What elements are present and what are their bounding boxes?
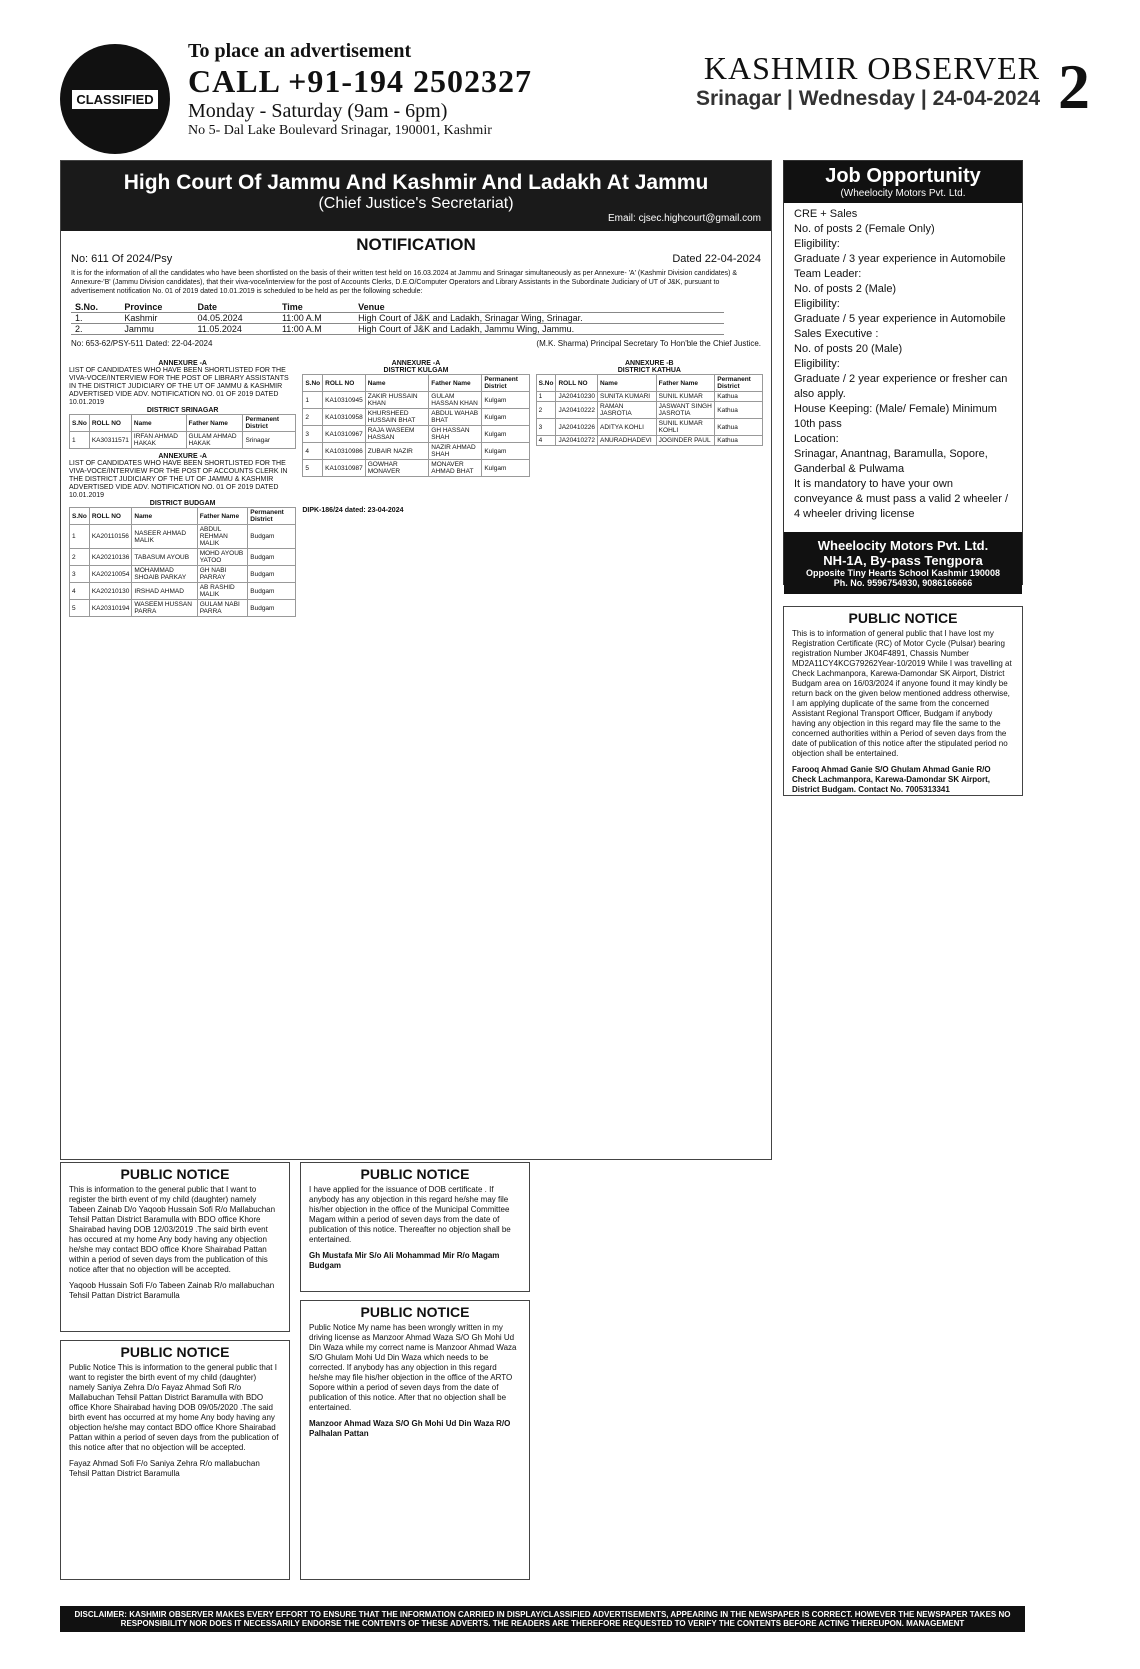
- table-cell: 5: [70, 600, 90, 617]
- annexure-title: ANNEXURE -A: [158, 360, 207, 367]
- district-heading: DISTRICT BUDGAM: [149, 500, 216, 507]
- table-cell: ZAKIR HUSSAIN KHAN: [365, 392, 429, 409]
- table-row: [536, 392, 762, 402]
- table-cell: RAMAN JASROTIA: [597, 402, 656, 419]
- table-row: [70, 566, 296, 583]
- schedule-table: [71, 302, 724, 335]
- high-court-notification: [60, 160, 772, 1160]
- column-header: ROLL NO: [323, 375, 366, 392]
- notice-heading: PUBLIC NOTICE: [360, 1166, 470, 1182]
- ref-line: [61, 337, 771, 350]
- table-row: [70, 525, 296, 549]
- notice-body: This is to information of general public that I have lost my Registration Certificate (RC) of Motor Cycle (Pulsar) bearing registration Number JK04F4891, Chassis Number MD2A11CY4KCG79262Year-10/2019 While I was travelling at Check Lachmanpora, Karewa-Damondar SK Airport, District Budgam area on 16/03/2024 if anyone found it may kindly be return back on the given below mentioned address otherwise, I am applying duplicate of the same from the concerned Assistant Regional Transport Officer, Budgam if anybody having any objection in this regard may file the same to the concerned authorities within a Period of seven days from the date of publication of this notice after the stipulated period no objection shall be entertained.: [792, 629, 1012, 758]
- table-cell: 3: [303, 426, 323, 443]
- column-header: Permanent District: [482, 375, 529, 392]
- table-cell: NAZIR AHMAD SHAH: [429, 443, 482, 460]
- candidate-table: [69, 414, 296, 449]
- notice-signature: Yaqoob Hussain Sofi F/o Tabeen Zainab R/o mallabuchan Tehsil Pattan District Baramulla: [69, 1281, 275, 1300]
- notification-heading: NOTIFICATION: [356, 235, 476, 254]
- annexure-title: ANNEXURE -A: [391, 360, 441, 367]
- column-header: Permanent District: [243, 415, 296, 432]
- ref-number: No: 653-62/PSY-511 Dated: 22-04-2024: [71, 339, 213, 348]
- td: 2.: [71, 324, 120, 335]
- job-line: CRE + Sales: [794, 208, 858, 220]
- table-cell: KA20210136: [89, 549, 132, 566]
- table-row: [70, 600, 296, 617]
- signature: (M.K. Sharma) Principal Secretary To Hon'ble the Chief Justice.: [536, 339, 761, 348]
- dateline: Srinagar | Wednesday | 24-04-2024: [695, 87, 1040, 110]
- footer-line: Ph. No. 9596754930, 9086166666: [833, 578, 973, 588]
- table-cell: 3: [536, 419, 556, 436]
- column-header: Father Name: [429, 375, 482, 392]
- candidate-table: [302, 374, 529, 477]
- disclaimer: DISCLAIMER: KASHMIR OBSERVER MAKES EVERY EFFORT TO ENSURE THAT THE INFORMATION CARRIED IN DISPLAY/CLASSIFIED ADVERTISEMENTS, APPEARING IN THE NEWSPAPER IS CORRECT. HOWEVER THE NEWSPAPER TAKES NO RESPONSIBILITY NOR DOES IT NECESSARILY ENDORSE THE CONTENTS OF THESE ADVERTS. THE READERS ARE THEREFORE REQUESTED TO VERIFY THE CONTENTS BEFORE ACTING THEREUPON. MANAGEMENT: [60, 1606, 1025, 1632]
- table-cell: JA20410230: [556, 392, 598, 402]
- table-cell: IRSHAD AHMAD: [132, 583, 197, 600]
- public-notice-birth-1: [60, 1162, 290, 1332]
- table-cell: KA20210054: [89, 566, 132, 583]
- th: Venue: [354, 302, 724, 313]
- td: 04.05.2024: [194, 313, 278, 324]
- job-line: Eligibility:: [794, 238, 840, 250]
- public-notice-rc: [783, 606, 1023, 796]
- table-cell: JOGINDER PAUL: [656, 436, 715, 446]
- column-header: S.No: [536, 375, 556, 392]
- table-cell: Kulgam: [482, 460, 529, 477]
- table-row: [303, 409, 529, 426]
- table-cell: KHURSHEED HUSSAIN BHAT: [365, 409, 429, 426]
- table-cell: Kulgam: [482, 409, 529, 426]
- table-row: [303, 392, 529, 409]
- table-cell: Kathua: [715, 402, 763, 419]
- job-company: (Wheelocity Motors Pvt. Ltd.: [840, 188, 966, 199]
- table-cell: 3: [70, 566, 90, 583]
- contact-block: [188, 40, 532, 139]
- td: 11:00 A.M: [278, 313, 354, 324]
- table-cell: JA20410222: [556, 402, 598, 419]
- table-cell: MOHAMMAD SHOAIB PARKAY: [132, 566, 197, 583]
- job-line: No. of posts 2 (Male): [794, 283, 897, 295]
- classified-logo: CLASSIFIED: [60, 44, 170, 154]
- table-cell: GULAM NABI PARRA: [197, 600, 248, 617]
- notice-body: Public Notice This is information to the general public that I want to register the birth event of my child (daughter) namely Saniya Zehra D/o Fayaz Ahmad Sofi R/o Mallabuchan Tehsil Pattan District Baramulla with BDO office Khore Shairabad having DOB 09/05/2020 .The said birth event has occurred at my home Any body having any objection he/she may contact BDO office Khore Shairabad Pattan within a period of seven days from the publication of this notice after that no objection will be accepted.: [69, 1363, 279, 1452]
- table-row: [536, 436, 762, 446]
- table-cell: GULAM HASSAN KHAN: [429, 392, 482, 409]
- column-header: S.No: [70, 508, 90, 525]
- public-notice-dob: [300, 1162, 530, 1292]
- table-cell: GH HASSAN SHAH: [429, 426, 482, 443]
- table-cell: Budgam: [248, 600, 296, 617]
- table-cell: Kulgam: [482, 443, 529, 460]
- page-number: 2: [1058, 51, 1090, 122]
- district-heading: DISTRICT KATHUA: [617, 367, 681, 374]
- table-row: [303, 443, 529, 460]
- table-cell: Budgam: [248, 525, 296, 549]
- annexure-col-3: [536, 356, 763, 617]
- table-cell: ADITYA KOHLI: [597, 419, 656, 436]
- table-cell: Kulgam: [482, 392, 529, 409]
- footer-line: NH-1A, By-pass Tengpora: [823, 553, 983, 568]
- table-row: [70, 549, 296, 566]
- table-cell: IRFAN AHMAD HAKAK: [131, 432, 186, 449]
- job-line: Graduate / 3 year experience in Automobile: [794, 253, 1006, 265]
- job-line: Srinagar, Anantnag, Baramulla, Sopore, Ganderbal & Pulwama: [794, 448, 988, 475]
- notice-heading: PUBLIC NOTICE: [120, 1344, 230, 1360]
- notice-signature: Farooq Ahmad Ganie S/O Ghulam Ahmad Ganie R/O Check Lachmanpora, Karewa-Damondar SK Airport, District Budgam. Contact No. 7005313341: [792, 765, 991, 794]
- job-line: Team Leader:: [794, 268, 862, 280]
- table-cell: WASEEM HUSSAN PARRA: [132, 600, 197, 617]
- th: S.No.: [71, 302, 120, 313]
- job-line: Sales Executive :: [794, 328, 879, 340]
- column-header: ROLL NO: [89, 415, 131, 432]
- job-line: Graduate / 2 year experience or fresher can also apply.: [794, 373, 1008, 400]
- table-cell: KA30311571: [89, 432, 131, 449]
- district-heading: DISTRICT SRINAGAR: [146, 407, 219, 414]
- table-cell: KA20310194: [89, 600, 132, 617]
- column-header: S.No: [70, 415, 90, 432]
- job-title: Job Opportunity: [825, 165, 981, 187]
- table-cell: Budgam: [248, 583, 296, 600]
- table-cell: 1: [70, 525, 90, 549]
- annexure-col-2: [302, 356, 529, 617]
- list-heading: LIST OF CANDIDATES WHO HAVE BEEN SHORTLISTED FOR THE VIVA-VOCE/INTERVIEW FOR THE POST OF ACCOUNTS CLERK IN THE DISTRICT JUDICIARY OF THE UT OF JAMMU & KASHMIR ADVERTISED VIDE ADV. NOTIFICATION NO. 01 OF 2019 DATED 10.01.2019: [69, 460, 288, 499]
- candidate-table: [536, 374, 763, 446]
- column-header: ROLL NO: [89, 508, 132, 525]
- job-line: Location:: [794, 433, 839, 445]
- td: Kashmir: [120, 313, 193, 324]
- table-cell: 1: [70, 432, 90, 449]
- td: 11:00 A.M: [278, 324, 354, 335]
- paper-title: KASHMIR OBSERVER: [703, 50, 1040, 86]
- table-cell: Kathua: [715, 436, 763, 446]
- table-cell: KA10310987: [323, 460, 366, 477]
- footer-line: Opposite Tiny Hearts School Kashmir 190008: [806, 568, 1000, 578]
- job-opportunity-ad: [783, 160, 1023, 588]
- table-cell: 4: [70, 583, 90, 600]
- notice-body: Public Notice My name has been wrongly written in my driving license as Manzoor Ahmad Waza S/O Gh Mohi Ud Din Waza while my correct name is Manzoor Ahmad Waza S/O Ghulam Mohi Ud Din Waza which needs to be corrected. If anybody has any objection in this regard he/she may file his/her objection in the office of the ARTO Sopore within a period of seven days from the date of publication of this notice. After that no objection shall be entertained.: [309, 1323, 517, 1412]
- table-cell: MONAVER AHMAD BHAT: [429, 460, 482, 477]
- table-cell: GULAM AHMAD HAKAK: [186, 432, 243, 449]
- th: Time: [278, 302, 354, 313]
- table-row: [536, 402, 762, 419]
- table-cell: SUNITA KUMARI: [597, 392, 656, 402]
- column-header: ROLL NO: [556, 375, 598, 392]
- notification-date: Dated 22-04-2024: [672, 253, 761, 265]
- column-header: Name: [131, 415, 186, 432]
- table-cell: 4: [536, 436, 556, 446]
- public-notice-birth-2: [60, 1340, 290, 1580]
- table-cell: Budgam: [248, 566, 296, 583]
- table-row: [303, 460, 529, 477]
- td: 11.05.2024: [194, 324, 278, 335]
- table-cell: KA10310986: [323, 443, 366, 460]
- th: Province: [120, 302, 193, 313]
- district-heading: DISTRICT KULGAM: [383, 367, 449, 374]
- td: Jammu: [120, 324, 193, 335]
- column-header: Name: [597, 375, 656, 392]
- job-line: Eligibility:: [794, 298, 840, 310]
- th: Date: [194, 302, 278, 313]
- job-line: No. of posts 2 (Female Only): [794, 223, 935, 235]
- job-footer: [784, 532, 1022, 594]
- annexure-title: ANNEXURE -A: [158, 453, 207, 460]
- table-row: [70, 583, 296, 600]
- table-cell: GOWHAR MONAVER: [365, 460, 429, 477]
- column-header: Name: [132, 508, 197, 525]
- annexure-col-1: [69, 356, 296, 617]
- table-cell: Kulgam: [482, 426, 529, 443]
- public-notice-name: [300, 1300, 530, 1580]
- hc-email: Email: cjsec.highcourt@gmail.com: [608, 213, 761, 224]
- notification-intro: It is for the information of all the candidates who have been shortlisted on the basis of their written test held on 16.03.2024 at Jammu and Srinagar simultaneously as per Annexure- 'A' (Kashmir Division candidates) & Annexure-'B' (Jammu Division candidates), that their viva-voce/interview for the post of Accounts Clerks, D.E.O/Computer Operators and Library Assistants in the Subordinate Judiciary of UT of J&K, pursuant to advertisement notification No. 01 of 2019 dated 10.01.2019 is scheduled to be held as per the following schedule:: [71, 270, 738, 295]
- table-cell: KA10310967: [323, 426, 366, 443]
- table-cell: NASEER AHMAD MALIK: [132, 525, 197, 549]
- notice-heading: PUBLIC NOTICE: [848, 610, 958, 626]
- notice-heading: PUBLIC NOTICE: [360, 1304, 470, 1320]
- notice-signature: Manzoor Ahmad Waza S/O Gh Mohi Ud Din Waza R/O Palhalan Pattan: [309, 1419, 511, 1438]
- table-cell: ABDUL REHMAN MALIK: [197, 525, 248, 549]
- table-cell: Budgam: [248, 549, 296, 566]
- td: High Court of J&K and Ladakh, Jammu Wing, Jammu.: [354, 324, 724, 335]
- table-cell: Kathua: [715, 392, 763, 402]
- table-cell: ZUBAIR NAZIR: [365, 443, 429, 460]
- table-row: [303, 426, 529, 443]
- table-cell: AB RASHID MALIK: [197, 583, 248, 600]
- table-cell: MOHD AYOUB YATOO: [197, 549, 248, 566]
- column-header: S.No: [303, 375, 323, 392]
- table-cell: KA10310958: [323, 409, 366, 426]
- advert-line: To place an advertisement: [188, 40, 412, 62]
- job-line: Graduate / 5 year experience in Automobile: [794, 313, 1006, 325]
- table-cell: 1: [303, 392, 323, 409]
- td: 1.: [71, 313, 120, 324]
- table-cell: TABASUM AYOUB: [132, 549, 197, 566]
- job-line: No. of posts 20 (Male): [794, 343, 903, 355]
- table-cell: 2: [536, 402, 556, 419]
- hc-subtitle: (Chief Justice's Secretariat): [318, 195, 514, 212]
- table-row: [536, 419, 762, 436]
- table-cell: GH NABI PARRAY: [197, 566, 248, 583]
- candidate-table: [69, 507, 296, 617]
- hc-title: High Court Of Jammu And Kashmir And Ladakh At Jammu: [123, 171, 709, 194]
- job-line: It is mandatory to have your own conveyance & must pass a valid 2 wheeler / 4 wheeler driving license: [794, 478, 1009, 520]
- table-cell: JA20410272: [556, 436, 598, 446]
- table-cell: JA20410226: [556, 419, 598, 436]
- column-header: Permanent District: [715, 375, 763, 392]
- column-header: Name: [365, 375, 429, 392]
- table-cell: ANURADHADEVI: [597, 436, 656, 446]
- table-cell: 4: [303, 443, 323, 460]
- classified-header: [40, 28, 1100, 138]
- table-cell: 5: [303, 460, 323, 477]
- td: High Court of J&K and Ladakh, Srinagar Wing, Srinagar.: [354, 313, 724, 324]
- column-header: Permanent District: [248, 508, 296, 525]
- footer-line: Wheelocity Motors Pvt. Ltd.: [817, 538, 989, 553]
- table-row: [70, 432, 296, 449]
- notification-number: No: 611 Of 2024/Psy: [71, 253, 173, 265]
- annexure-columns: [61, 350, 771, 623]
- list-heading: LIST OF CANDIDATES WHO HAVE BEEN SHORTLISTED FOR THE VIVA-VOCE/INTERVIEW FOR THE POST OF LIBRARY ASSISTANTS IN THE DISTRICT JUDICIARY OF THE UT OF JAMMU & KASHMIR ADVERTISED VIDE ADV. NOTIFICATION NO. 01 OF 2019 DATED 10.01.2019: [69, 367, 289, 406]
- notice-signature: Fayaz Ahmad Sofi F/o Saniya Zehra R/o mallabuchan Tehsil Pattan District Baramulla: [69, 1459, 260, 1478]
- table-cell: KA10310945: [323, 392, 366, 409]
- table-cell: ABDUL WAHAB BHAT: [429, 409, 482, 426]
- column-header: Father Name: [197, 508, 248, 525]
- table-cell: Kathua: [715, 419, 763, 436]
- notice-signature: Gh Mustafa Mir S/o Ali Mohammad Mir R/o Magam Budgam: [309, 1251, 500, 1270]
- job-line: House Keeping: (Male/ Female) Minimum 10th pass: [794, 403, 997, 430]
- address: No 5- Dal Lake Boulevard Srinagar, 190001, Kashmir: [188, 123, 492, 138]
- table-cell: 2: [303, 409, 323, 426]
- table-cell: KA20210130: [89, 583, 132, 600]
- notice-body: I have applied for the issuance of DOB certificate . If anybody has any objection in this regard he/she may file his/her objection in the office of the Municipal Committee Magam within a period of seven days from the date of publication of this notice. Thereafter no objection shall be entertained.: [309, 1185, 511, 1244]
- table-cell: 1: [536, 392, 556, 402]
- table-cell: SUNIL KUMAR KOHLI: [656, 419, 715, 436]
- column-header: Father Name: [186, 415, 243, 432]
- masthead: [696, 50, 1040, 111]
- notice-heading: PUBLIC NOTICE: [120, 1166, 230, 1182]
- table-cell: Srinagar: [243, 432, 296, 449]
- table-cell: SUNIL KUMAR: [656, 392, 715, 402]
- notice-body: This is information to the general public that I want to register the birth event of my child (daughter) namely Tabeen Zainab D/o Yaqoob Hussain Sofi R/o Mallabuchan Tehsil Pattan District Baramulla with BDO office Khore Shairabad having DOB 12/03/2019 .The said birth event has occured at my home Any body having any objection he/she may contact BDO office Khore Shairabad Pattan within a period of seven days from the publication of this notice after that no objection will be accepted.: [69, 1185, 276, 1274]
- phone-number: CALL +91-194 2502327: [188, 63, 533, 99]
- job-line: Eligibility:: [794, 358, 840, 370]
- table-cell: KA20110156: [89, 525, 132, 549]
- office-hours: Monday - Saturday (9am - 6pm): [188, 100, 448, 122]
- job-body: [784, 203, 1022, 526]
- table-cell: JASWANT SINGH JASROTIA: [656, 402, 715, 419]
- table-cell: 2: [70, 549, 90, 566]
- dipk-ref: DIPK-186/24 dated: 23-04-2024: [302, 507, 404, 514]
- table-cell: RAJA WASEEM HASSAN: [365, 426, 429, 443]
- job-header: [784, 161, 1022, 203]
- annexure-title: ANNEXURE -B: [625, 360, 674, 367]
- column-header: Father Name: [656, 375, 715, 392]
